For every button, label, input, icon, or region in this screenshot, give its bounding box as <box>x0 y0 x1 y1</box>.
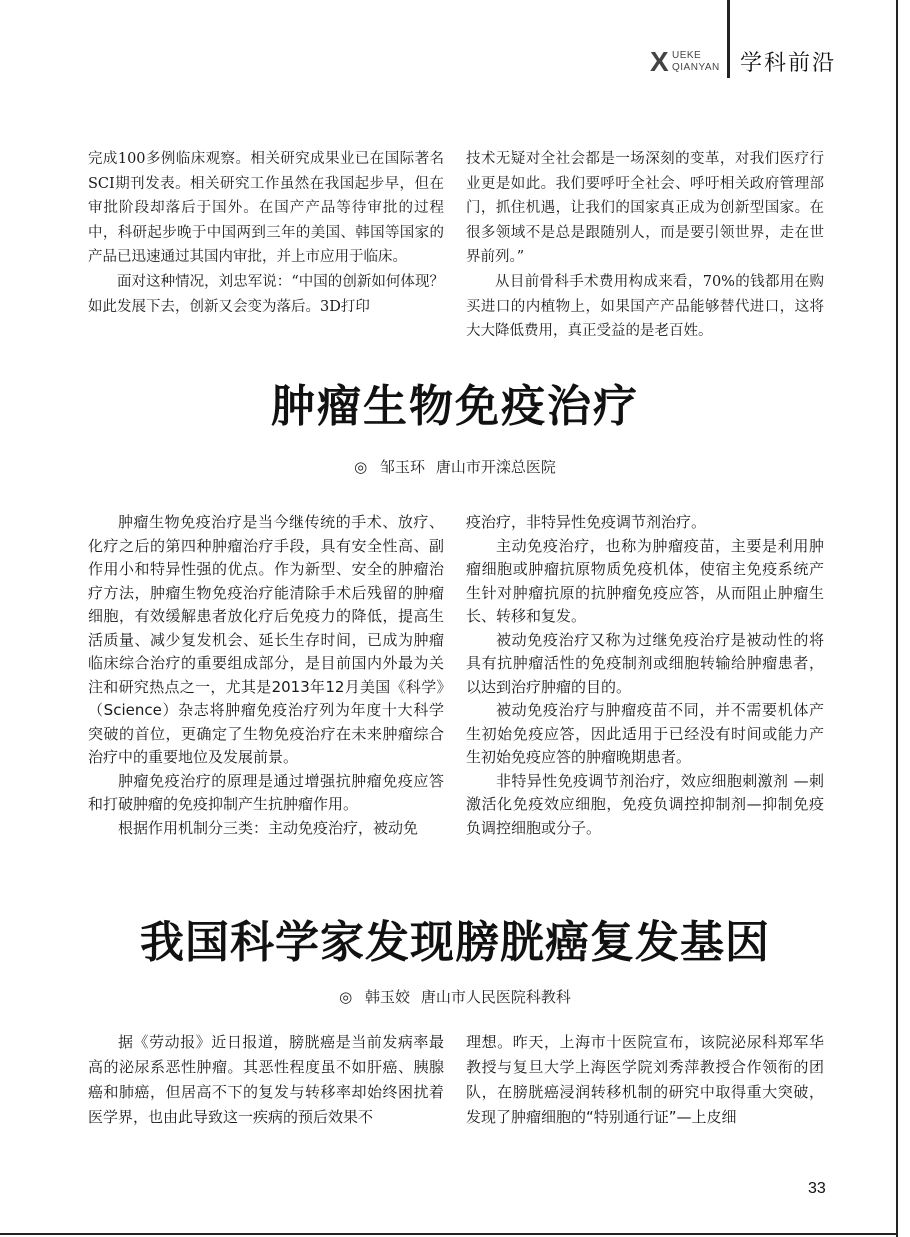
continuation-left-column <box>88 147 444 319</box>
page-number: 33 <box>808 1180 826 1197</box>
author-name: 邹玉环 <box>380 458 426 476</box>
paragraph: 被动免疫治疗与肿瘤疫苗不同，并不需要机体产生初始免疫应答，因此适用于已经没有时间或能力产生初始免疫应答的肿瘤晚期患者。 <box>466 701 824 766</box>
logo-text-bottom: QIANYAN <box>672 62 720 73</box>
logo-letter: X <box>650 46 669 77</box>
paragraph: 肿瘤生物免疫治疗是当今继传统的手术、放疗、化疗之后的第四种肿瘤治疗手段，具有安全性高、副作用小和特异性强的优点。作为新型、安全的肿瘤治疗方法，肿瘤生物免疫治疗能清除手术后残留的肿瘤细胞，有效缓解患者放化疗后免疫力的降低，提高生活质量、减少复发机会、延长生存时间，已成为肿瘤临床综合治疗的重要组成部分，是目前国内外最为关注和研究热点之一，尤其是2013年12月美国《科学》（Science）杂志将肿瘤免疫治疗列为年度十大科学突破的首位，更确定了生物免疫治疗在未来肿瘤综合治疗中的重要地位及发展前景。 <box>88 513 444 766</box>
paragraph: 疫治疗，非特异性免疫调节剂治疗。 <box>466 513 707 531</box>
author-affiliation: 唐山市开滦总医院 <box>435 458 556 476</box>
section-category: 学科前沿 <box>740 51 837 76</box>
author-name: 韩玉姣 <box>365 988 411 1006</box>
paragraph: 主动免疫治疗，也称为肿瘤疫苗，主要是利用肿瘤细胞或肿瘤抗原物质免疫机体，使宿主免疫系统产生针对肿瘤抗原的抗肿瘤免疫应答，从而阻止肿瘤生长、转移和复发。 <box>466 536 824 625</box>
article1-right-column <box>466 511 824 840</box>
paragraph: 被动免疫治疗又称为过继免疫治疗是被动性的将具有抗肿瘤活性的免疫制剂或细胞转输给肿瘤患者，以达到治疗肿瘤的目的。 <box>466 630 824 696</box>
paragraph: 理想。昨天，上海市十医院宣布，该院泌尿科郑军华教授与复旦大学上海医学院刘秀萍教授合作领衔的团队，在膀胱癌浸润转移机制的研究中取得重大突破，发现了肿瘤细胞的“特别通行证”—上皮细 <box>466 1033 824 1126</box>
author-affiliation: 唐山市人民医院科教科 <box>420 988 571 1006</box>
paragraph: 从目前骨科手术费用构成来看，70%的钱都用在购买进口的内植物上，如果国产产品能够替代进口，这将大大降低费用，真正受益的是老百姓。 <box>466 273 824 340</box>
paragraph: 面对这种情况，刘忠军说：“中国的创新如何体现？如此发展下去，创新又会变为落后。3D打印 <box>88 273 444 315</box>
article-byline <box>0 986 910 1007</box>
article-title: 肿瘤生物免疫治疗 <box>271 381 639 432</box>
paragraph: 完成100多例临床观察。相关研究成果业已在国际著名SCI期刊发表。相关研究工作虽然在我国起步早，但在审批阶段却落后于国外。在国产产品等待审批的过程中，科研起步晚于中国两到三年的美国、韩国等国家的产品已迅速通过其国内审批，并上市应用于临床。 <box>88 151 444 266</box>
paragraph: 根据作用机制分三类：主动免疫治疗，被动免 <box>118 818 419 837</box>
logo-text-top: UEKE <box>672 50 702 61</box>
xueke-qianyan-logo <box>650 44 730 78</box>
article-title: 我国科学家发现膀胱癌复发基因 <box>140 917 770 968</box>
paragraph: 技术无疑对全社会都是一场深刻的变革，对我们医疗行业更是如此。我们要呼吁全社会、呼吁相关政府管理部门，抓住机遇，让我们的国家真正成为创新型国家。在很多领域不是总是跟随别人，而是要引领世界，走在世界前列。” <box>466 151 824 266</box>
byline-mark: ◎ <box>354 458 368 476</box>
page-border-right <box>896 0 898 1237</box>
article1-left-column <box>88 511 444 840</box>
article2-left-column <box>88 1030 444 1130</box>
paragraph: 非特异性免疫调节剂治疗，效应细胞刺激剂 —刺激活化免疫效应细胞，免疫负调控抑制剂—抑制免疫负调控细胞或分子。 <box>466 771 824 837</box>
paragraph: 肿瘤免疫治疗的原理是通过增强抗肿瘤免疫应答和打破肿瘤的免疫抑制产生抗肿瘤作用。 <box>88 771 444 813</box>
article2-right-column <box>466 1030 824 1130</box>
paragraph: 据《劳动报》近日报道，膀胱癌是当前发病率最高的泌尿系恶性肿瘤。其恶性程度虽不如肝癌、胰腺癌和肺癌，但居高不下的复发与转移率却始终困扰着医学界，也由此导致这一疾病的预后效果不 <box>88 1033 444 1126</box>
page-border-bottom <box>0 1233 898 1235</box>
byline-mark: ◎ <box>339 988 353 1006</box>
header-divider <box>727 0 730 78</box>
article-byline <box>0 456 910 477</box>
continuation-right-column <box>466 147 824 344</box>
